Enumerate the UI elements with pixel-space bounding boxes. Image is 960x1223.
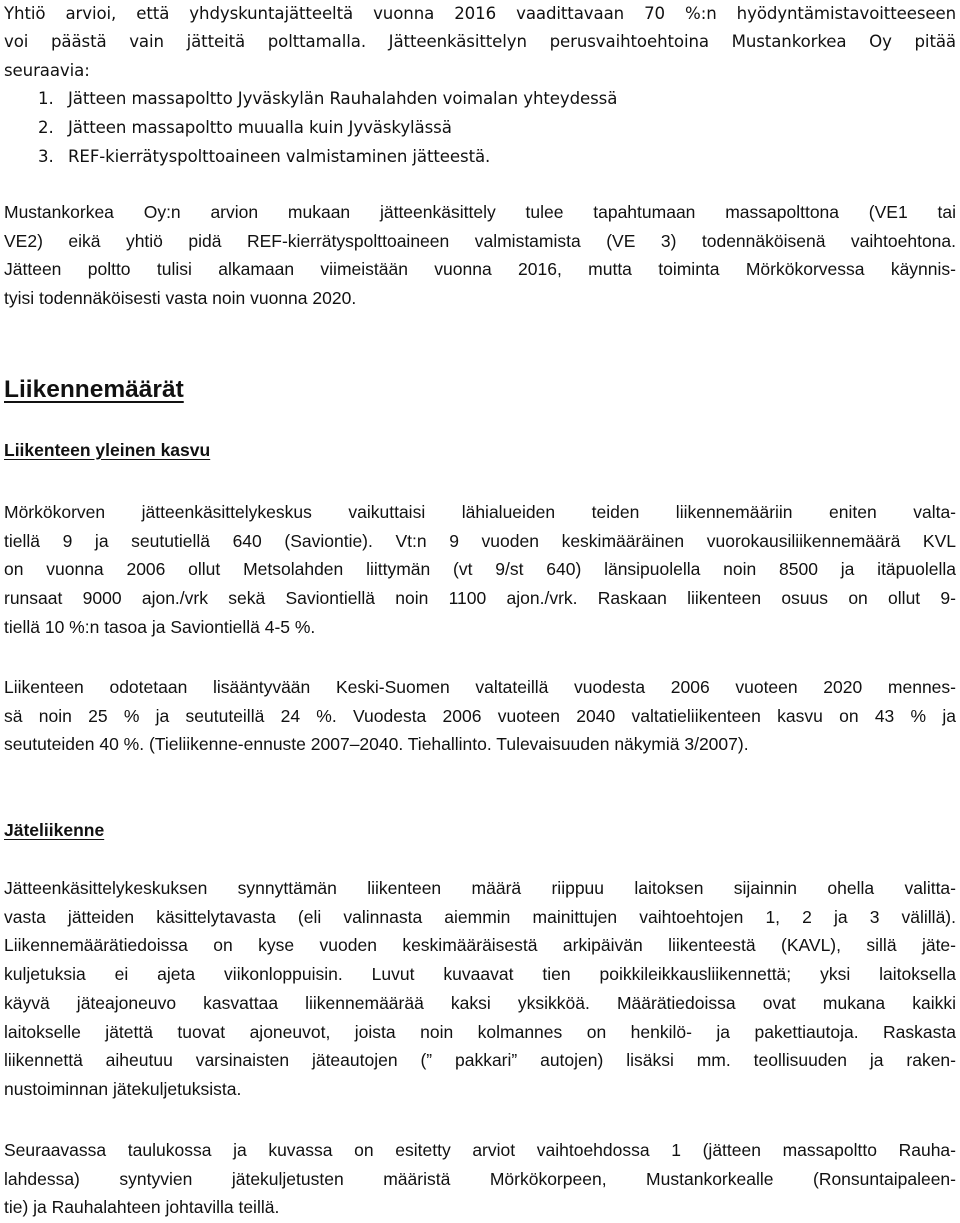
text-line: laitokselle jätettä tuovat ajoneuvot, joista noin kolmannes on henkilö- ja pakettiautoja. Raskasta [4,1021,956,1042]
subheading-general-growth: Liikenteen yleinen kasvu [4,440,211,460]
text-line: tie) ja Rauhalahteen johtavilla teillä. [4,1197,280,1218]
subheading-block [4,820,956,841]
text-line: Seuraavassa taulukossa ja kuvassa on esitetty arviot vaihtoehdossa 1 (jätteen massapoltto Rauha- [4,1140,956,1160]
traffic-volume-paragraph [4,498,956,642]
list-number: 3. [38,147,54,166]
text-line: tiellä 9 ja seututiellä 640 (Saviontie). Vt:n 9 vuoden keskimääräinen vuorokausiliikennemäärä KVL [4,530,956,551]
section-heading-block [4,376,956,404]
text-line: käyvä jäteajoneuvo kasvattaa liikennemäärää kaksi yksikköä. Määrätiedoissa ovat mukana kaikki [4,992,956,1013]
traffic-forecast-paragraph [4,673,956,759]
text-line: sä noin 25 % ja seututeillä 24 %. Vuodesta 2006 vuoteen 2040 valtatieliikenteen kasvu on 43 % ja [4,705,956,726]
list-item-text: Jätteen massapoltto muualla kuin Jyväskylässä [68,118,452,137]
text-line: Yhtiö arvioi, että yhdyskuntajätteeltä vuonna 2016 vaadittavaan 70 %:n hyödyntämistavoitteeseen [4,4,956,23]
intro-paragraph [4,0,956,85]
text-line: vasta jätteiden käsittelytavasta (eli valinnasta aiemmin mainittujen vaihtoehtojen 1, 2 ja 3 välillä). [4,906,956,927]
text-line: seuraavia: [4,61,90,80]
list-item [4,113,956,142]
text-line: Liikenteen odotetaan lisääntyvään Keski-Suomen valtateillä vuodesta 2006 vuoteen 2020 mennes- [4,677,956,697]
section-heading: Liikennemäärät [4,376,184,403]
text-line: liikennettä aiheutuu varsinaisten jäteautojen (” pakkari” autojen) lisäksi mm. teollisuuden ja raken- [4,1050,956,1071]
subheading-block [4,440,956,461]
text-line: Mustankorkea Oy:n arvion mukaan jätteenkäsittely tulee tapahtumaan massapolttona (VE1 tai [4,202,956,222]
text-line: Liikennemäärätiedoissa on kyse vuoden keskimääräisestä arkipäivän liikenteestä (KAVL), sillä jäte- [4,935,956,956]
assessment-paragraph [4,198,956,313]
text-line: nustoiminnan jätekuljetuksista. [4,1078,242,1099]
list-number: 1. [38,89,54,108]
text-line: Mörkökorven jätteenkäsittelykeskus vaikuttaisi lähialueiden teiden liikennemääriin eniten valta- [4,502,956,522]
list-item [4,84,956,113]
subheading-waste-traffic: Jäteliikenne [4,820,105,840]
list-number: 2. [38,118,54,137]
text-line: tiellä 10 %:n tasoa ja Saviontiellä 4-5 %. [4,616,316,637]
text-line: seututeiden 40 %. (Tieliikenne-ennuste 2007–2040. Tiehallinto. Tulevaisuuden näkymiä 3/2007). [4,734,749,755]
list-item [4,142,956,171]
text-line: Jätteenkäsittelykeskuksen synnyttämän liikenteen määrä riippuu laitoksen sijainnin ohella valitta- [4,878,956,898]
text-line: tyisi todennäköisesti vasta noin vuonna 2020. [4,288,357,309]
text-line: runsaat 9000 ajon./vrk sekä Saviontiellä noin 1100 ajon./vrk. Raskaan liikenteen osuus on ollut 9- [4,588,956,609]
text-line: Jätteen poltto tulisi alkamaan viimeistään vuonna 2016, mutta toiminta Mörkökorvessa käynnis- [4,259,956,280]
options-list [4,84,956,171]
text-line: on vuonna 2006 ollut Metsolahden liittymän (vt 9/st 640) länsipuolella noin 8500 ja itäpuolella [4,559,956,580]
waste-traffic-paragraph [4,874,956,1104]
list-item-text: Jätteen massapoltto Jyväskylän Rauhalahden voimalan yhteydessä [68,89,618,108]
text-line: lahdessa) syntyvien jätekuljetusten määristä Mörkökorpeen, Mustankorkealle (Ronsuntaipaleen- [4,1168,956,1189]
table-intro-paragraph [4,1136,956,1222]
text-line: voi päästä vain jätteitä polttamalla. Jätteenkäsittelyn perusvaihtoehtoina Mustankorkea Oy pitää [4,32,956,51]
text-line: VE2) eikä yhtiö pidä REF-kierrätyspolttoaineen valmistamista (VE 3) todennäköisenä vaihtoehtona. [4,230,956,251]
list-item-text: REF-kierrätyspolttoaineen valmistaminen jätteestä. [68,147,491,166]
text-line: kuljetuksia ei ajeta viikonloppuisin. Luvut kuvaavat tien poikkileikkausliikennettä; yksi laitoksella [4,964,956,985]
